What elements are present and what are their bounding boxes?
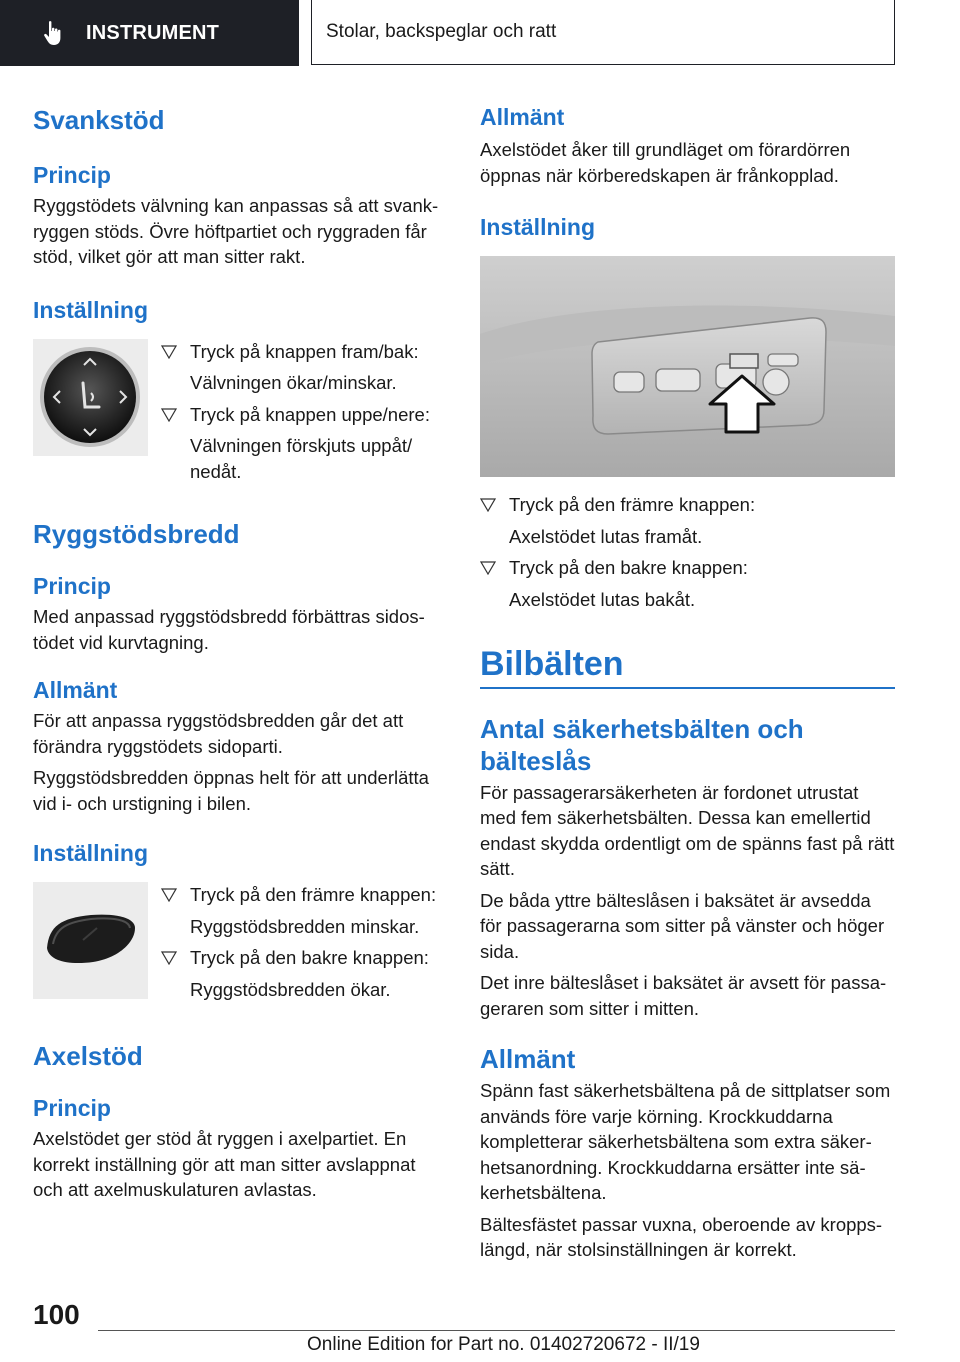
- svankstod-steps: [161, 339, 445, 485]
- section-tab-label: Stolar, backspeglar och ratt: [326, 21, 557, 42]
- axelstod-title: Axelstöd: [33, 1041, 143, 1071]
- bilbalten-allmant-p1: Spänn fast säkerhetsbältena på de sittplatser som används före varje körning. Krockkuddarna kompletterar säkerhetsbältena som extra säker-hetsanordning. Krockkuddarna ersätter inte sä-kerhetsbältena.: [480, 1080, 891, 1203]
- axelstod-princip-heading: Princip: [33, 1095, 111, 1121]
- svankstod-installning-heading: Inställning: [33, 296, 148, 323]
- step-action: Tryck på den främre knappen:: [190, 884, 437, 905]
- left-column: [33, 100, 445, 1203]
- ryggstodsbredd-allmant-heading: Allmänt: [33, 677, 118, 703]
- ryggstodsbredd-princip-text: Med anpassad ryggstödsbredd förbättras sidos-tödet vid kurvtagning.: [33, 606, 425, 653]
- bilbalten-allmant-heading: Allmänt: [480, 1044, 576, 1074]
- step-action: Tryck på knappen uppe/nere:: [190, 403, 430, 425]
- page-header: [0, 0, 960, 66]
- ryggstodsbredd-steps: [161, 882, 445, 1002]
- step-item: [161, 402, 445, 428]
- svankstod-princip-heading: Princip: [33, 162, 111, 188]
- step-result: Välvningen förskjuts uppåt/ nedåt.: [190, 435, 413, 482]
- ryggstodsbredd-princip-heading: Princip: [33, 573, 111, 599]
- svankstod-title: Svankstöd: [33, 105, 165, 135]
- antal-p1: För passagerarsäkerheten är fordonet utrustat med fem säkerhetsbälten. Dessa kan emellertid endast skydda ordentligt om de spänns fast på rätt sätt.: [480, 781, 895, 879]
- bilbalten-allmant-p2: Bältesfästet passar vuxna, oberoende av kropps-längd, när stolsinställningen är korrekt.: [480, 1213, 883, 1260]
- ryggstodsbredd-allmant-p1: För att anpassa ryggstödsbredden går det att förändra ryggstödets sidoparti.: [33, 710, 404, 757]
- axelstod-allmant-heading: Allmänt: [480, 104, 565, 130]
- svankstod-princip-text: Ryggstödets välvning kan anpassas så att svank-ryggen stöds. Övre höftpartiet och ryggraden får stöd, vilket gör att man sitter rakt.: [33, 195, 439, 267]
- ryggstodsbredd-installning-row: [33, 882, 445, 1002]
- axelstod-steps: [480, 492, 895, 612]
- step-result: Ryggstödsbredden ökar.: [190, 978, 391, 1000]
- antal-p3: Det inre bälteslåset i baksätet är avsett för passa-geraren som sitter i mitten.: [480, 972, 887, 1019]
- antal-heading: Antal säkerhetsbälten och bälteslås: [480, 713, 804, 776]
- axelstod-allmant-text: Axelstödet åker till grundläget om förardörren öppnas när körberedskapen är frånkopplad.: [480, 139, 851, 186]
- chapter-tab[interactable]: [0, 0, 299, 66]
- page-number: 100: [33, 1299, 80, 1330]
- triangle-bullet-icon: [480, 498, 496, 512]
- axelstod-princip-text: Axelstödet ger stöd åt ryggen i axelpartiet. En korrekt inställning gör att man sitter avslappnat och att axelmuskulaturen avlastas.: [33, 1128, 416, 1200]
- bilbalten-title: Bilbälten: [480, 645, 624, 683]
- step-action: Tryck på den bakre knappen:: [190, 947, 429, 968]
- pointing-hand-icon: [42, 20, 66, 46]
- triangle-bullet-icon: [161, 408, 177, 422]
- ryggstodsbredd-allmant-p2: Ryggstödsbredden öppnas helt för att underlätta vid i- och urstigning i bilen.: [33, 767, 429, 814]
- svankstod-installning-row: [33, 339, 445, 485]
- step-result: Välvningen ökar/minskar.: [190, 372, 397, 393]
- step-item: [161, 339, 445, 365]
- step-result: Axelstödet lutas framåt.: [509, 525, 703, 547]
- triangle-bullet-icon: [161, 345, 177, 359]
- triangle-bullet-icon: [480, 561, 496, 575]
- chapter-rule: [480, 687, 895, 689]
- step-item: [161, 882, 445, 908]
- antal-p2: De båda yttre bälteslåsen i baksätet är avsedda för passagerarna som sitter på vänster och höger sida.: [480, 889, 885, 962]
- axelstod-installning-heading: Inställning: [480, 214, 595, 240]
- step-result: Axelstödet lutas bakåt.: [509, 588, 696, 610]
- triangle-bullet-icon: [161, 888, 177, 902]
- step-action: Tryck på den främre knappen:: [509, 494, 756, 515]
- step-action: Tryck på knappen fram/bak:: [190, 340, 419, 362]
- footer-rule: [98, 1330, 895, 1331]
- step-result: Ryggstödsbredden minskar.: [190, 915, 420, 937]
- seat-controls-image: [480, 256, 895, 477]
- step-item: [480, 492, 895, 518]
- step-action: Tryck på den bakre knappen:: [509, 557, 748, 578]
- lumbar-control-image: [33, 339, 148, 456]
- footer-edition: Online Edition for Part no. 01402720672 - II/19: [307, 1334, 700, 1355]
- triangle-bullet-icon: [161, 951, 177, 965]
- chapter-tab-label: INSTRUMENT: [86, 21, 220, 44]
- step-item: [161, 945, 445, 971]
- step-item: [480, 555, 895, 581]
- section-tab[interactable]: [311, 0, 895, 65]
- ryggstodsbredd-installning-heading: Inställning: [33, 840, 148, 866]
- backrest-width-button-image: [33, 882, 148, 999]
- ryggstodsbredd-title: Ryggstödsbredd: [33, 519, 240, 549]
- right-column: [480, 100, 895, 1263]
